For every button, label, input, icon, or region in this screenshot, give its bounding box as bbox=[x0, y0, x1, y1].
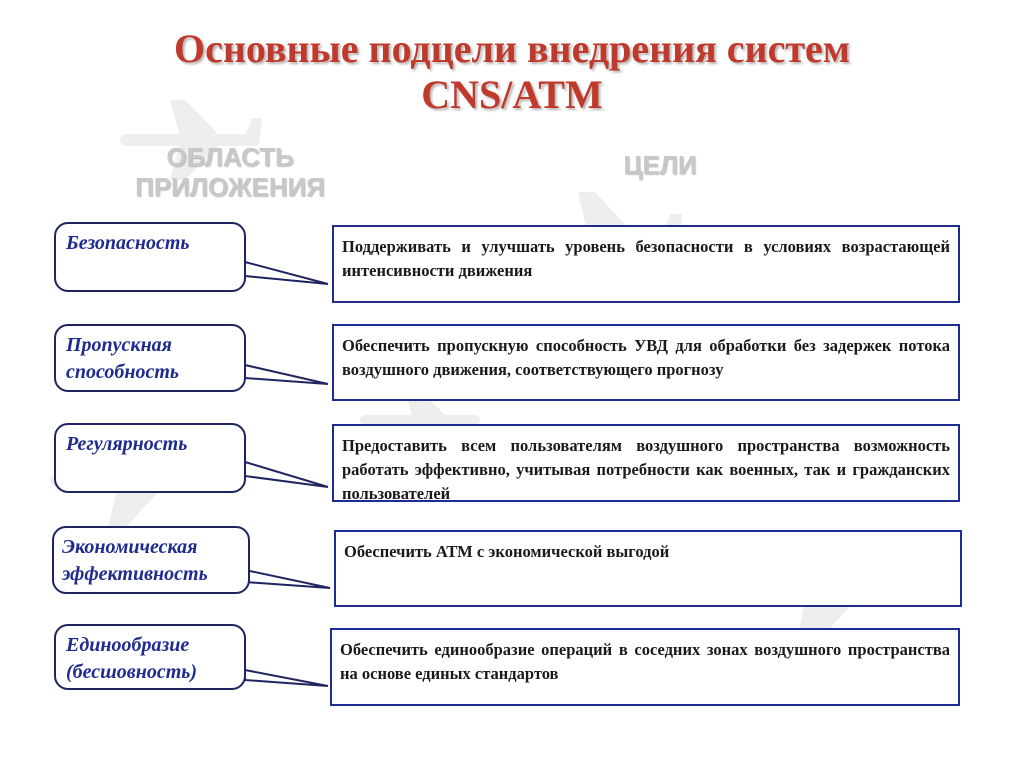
area-box-uniformity bbox=[54, 624, 246, 690]
area-label-line2: способность bbox=[66, 361, 180, 383]
goal-text: Предоставить всем пользователям воздушного пространства возможность работать эффективно, учитывая потребности как военных, так и гражданских пользователей bbox=[342, 436, 950, 503]
callout-pointer bbox=[245, 262, 328, 284]
area-label-line2: (бесшовность) bbox=[66, 661, 198, 683]
slide-title bbox=[0, 26, 1024, 118]
area-box-economic-efficiency bbox=[52, 526, 250, 594]
goal-box-regularity bbox=[332, 424, 960, 502]
slide-title-line1: Основные подцели внедрения систем bbox=[173, 26, 850, 71]
callout-pointer bbox=[245, 670, 328, 686]
callout-pointer bbox=[245, 365, 328, 384]
column-header-area-line1: ОБЛАСТЬ bbox=[166, 142, 294, 172]
area-box-capacity bbox=[54, 324, 246, 392]
callout-pointer bbox=[245, 570, 330, 588]
goal-text: Поддерживать и улучшать уровень безопасности в условиях возрастающей интенсивности движения bbox=[342, 237, 950, 280]
goal-box-uniformity bbox=[330, 628, 960, 706]
column-header-goals: ЦЕЛИ bbox=[623, 150, 697, 180]
callout-pointer bbox=[245, 462, 328, 487]
area-label: Безопасность bbox=[66, 232, 190, 254]
area-label-line1: Единообразие bbox=[66, 634, 190, 656]
goal-text: Обеспечить единообразие операций в соседних зонах воздушного пространства на основе единых стандартов bbox=[340, 640, 950, 683]
area-label-line1: Экономическая bbox=[62, 536, 198, 558]
column-header-area bbox=[110, 142, 350, 202]
area-box-safety bbox=[54, 222, 246, 292]
goal-box-safety bbox=[332, 225, 960, 303]
goal-box-economic-efficiency bbox=[334, 530, 962, 607]
area-label: Регулярность bbox=[66, 433, 188, 455]
goal-box-capacity bbox=[332, 324, 960, 401]
area-label-line1: Пропускная bbox=[66, 334, 172, 356]
column-header-area-line2: ПРИЛОЖЕНИЯ bbox=[135, 172, 325, 202]
area-box-regularity bbox=[54, 423, 246, 493]
goal-text: Обеспечить АТМ с экономической выгодой bbox=[344, 542, 670, 561]
goal-text: Обеспечить пропускную способность УВД для обработки без задержек потока воздушного движения, соответствующего прогнозу bbox=[342, 336, 950, 379]
area-label-line2: эффективность bbox=[62, 563, 208, 585]
slide-title-line2: CNS/ATM bbox=[421, 72, 603, 117]
